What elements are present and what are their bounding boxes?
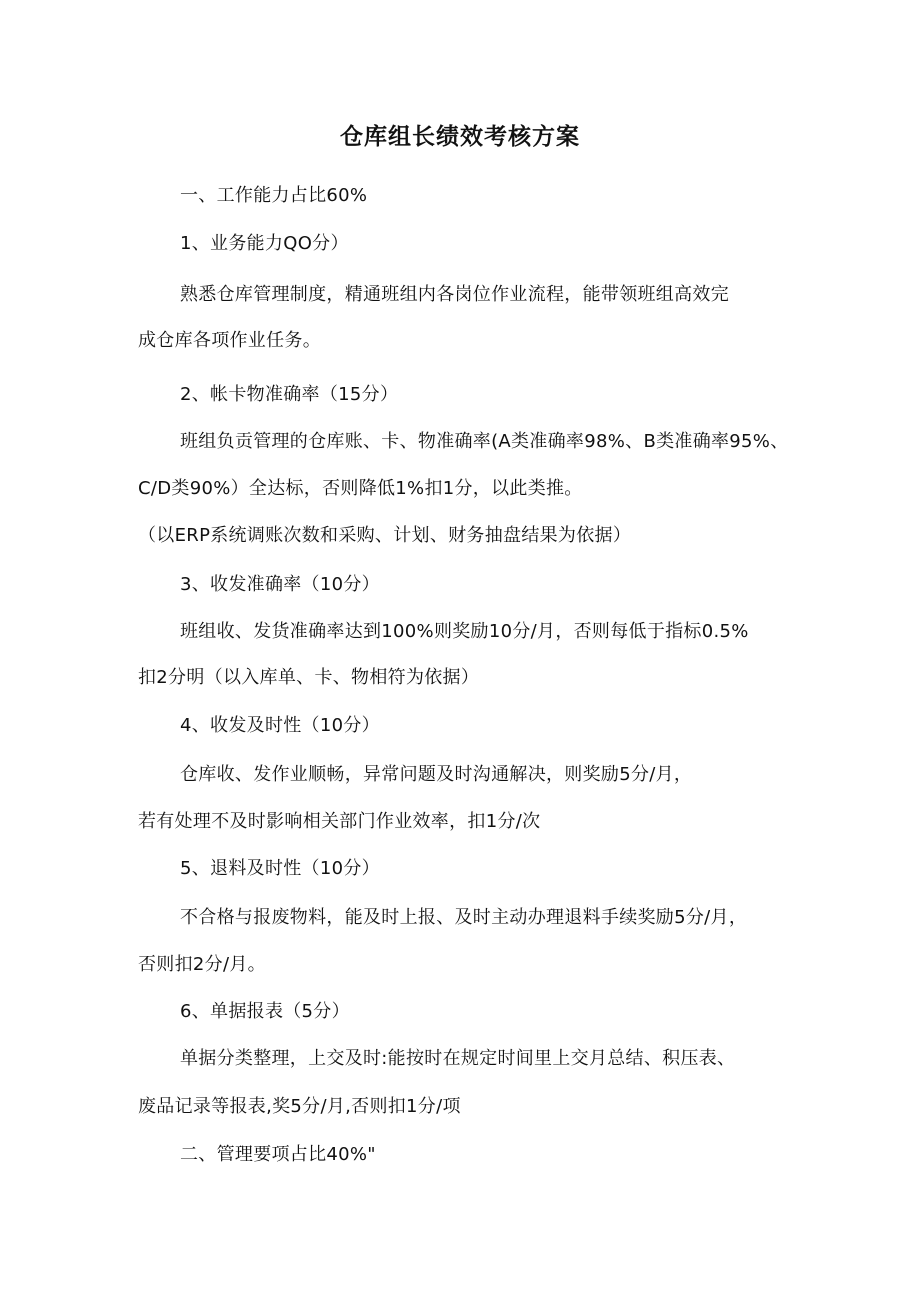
paragraph-line: 废品记录等报表,奖5分/月,否则扣1分/项 — [138, 1096, 461, 1117]
paragraph-line: 仓库收、发作业顺畅，异常问题及时沟通解决，则奖励5分/月， — [180, 764, 693, 785]
item-heading-return-timeliness: 5、退料及时性（10分） — [180, 858, 380, 879]
item-heading-documents-reports: 6、单据报表（5分） — [180, 1001, 350, 1022]
paragraph-line: 成仓库各项作业任务。 — [138, 330, 321, 351]
item-heading-business-ability: 1、业务能力QO分） — [180, 233, 349, 254]
paragraph-line: 班组收、发货准确率达到100%则奖励10分/月，否则每低于指标0.5% — [180, 621, 749, 642]
paragraph-line: 若有处理不及时影响相关部门作业效率，扣1分/次 — [138, 811, 541, 832]
paragraph-line: （以ERP系统调账次数和采购、计划、财务抽盘结果为依据） — [138, 525, 632, 546]
paragraph-line: 扣2分明（以入库单、卡、物相符为依据） — [138, 667, 480, 688]
paragraph-line: 班组负贡管理的仓库账、卡、物准确率(A类准确率98%、B类准确率95%、 — [180, 431, 789, 452]
item-heading-timeliness: 4、收发及时性（10分） — [180, 715, 380, 736]
paragraph-line: 单据分类整理，上交及时:能按时在规定时间里上交月总结、积压表、 — [180, 1048, 736, 1069]
paragraph-line: C/D类90%）全达标，否则降低1%扣1分，以此类推。 — [138, 478, 583, 499]
document-title: 仓库组长绩效考核方案 — [340, 124, 580, 150]
item-heading-receipt-accuracy: 3、收发准确率（10分） — [180, 574, 380, 595]
paragraph-line: 熟悉仓库管理制度，精通班组内各岗位作业流程，能带领班组高效完 — [180, 284, 729, 305]
section-heading-2: 二、管理要项占比40%" — [180, 1144, 376, 1165]
item-heading-account-accuracy: 2、帐卡物准确率（15分） — [180, 384, 399, 405]
section-heading-1: 一、工作能力占比60% — [180, 185, 368, 206]
paragraph-line: 否则扣2分/月。 — [138, 954, 266, 975]
paragraph-line: 不合格与报废物料，能及时上报、及时主动办理退料手续奖励5分/月， — [180, 907, 748, 928]
